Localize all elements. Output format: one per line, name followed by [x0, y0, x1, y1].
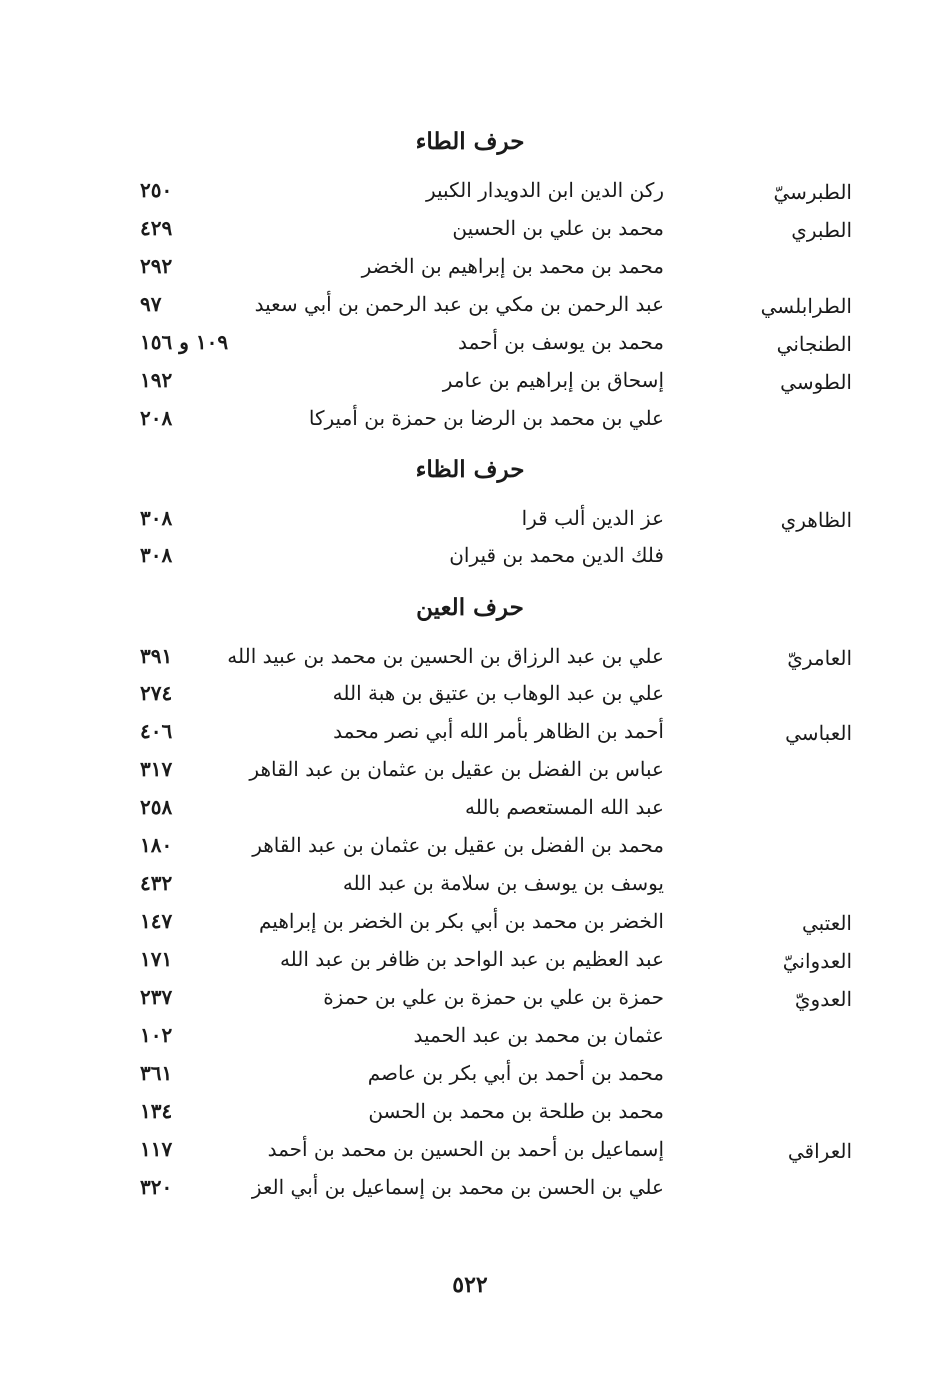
entry-name: علي بن عبد الرزاق بن الحسين بن محمد بن عبيد الله	[227, 644, 664, 668]
entry-name: فلك الدين محمد بن قيران	[449, 543, 664, 567]
entry-name: محمد بن يوسف بن أحمد	[457, 330, 664, 354]
entry-nisba: العامريّ	[787, 646, 852, 670]
entry-page: ٤٠٦	[140, 719, 173, 743]
entry-name: إسماعيل بن أحمد بن الحسين بن محمد بن أحمد	[267, 1137, 664, 1161]
entry-page: ١٤٧	[140, 909, 173, 933]
entry-page: ١٣٤	[140, 1099, 173, 1123]
entry-page: ١٨٠	[140, 833, 173, 857]
index-entry	[0, 543, 940, 579]
entry-page: ٢٩٢	[140, 254, 173, 278]
entry-nisba: العدويّ	[794, 987, 852, 1011]
entry-name: محمد بن محمد بن إبراهيم بن الخضر	[361, 254, 664, 278]
index-entry	[0, 216, 940, 252]
entry-nisba: الطرابلسي	[760, 294, 852, 318]
index-entry	[0, 795, 940, 831]
page-number: ٥٢٢	[452, 1272, 488, 1298]
index-entry	[0, 1023, 940, 1059]
index-entry	[0, 506, 940, 542]
index-entry	[0, 871, 940, 907]
entry-page: ١٠٢	[140, 1023, 173, 1047]
entry-name: علي بن الحسن بن محمد بن إسماعيل بن أبي العز	[251, 1175, 664, 1199]
entry-name: الخضر بن محمد بن أبي بكر بن الخضر بن إبراهيم	[259, 909, 664, 933]
entry-page: ١١٧	[140, 1137, 173, 1161]
entry-nisba: العراقي	[787, 1139, 852, 1163]
entry-name: عبد الله المستعصم بالله	[464, 795, 664, 819]
index-entry	[0, 368, 940, 404]
entry-nisba: الطوسي	[780, 370, 852, 394]
entry-page: ٣١٧	[140, 757, 173, 781]
entry-page: ٢٠٨	[140, 406, 173, 430]
entry-page: ٤٣٢	[140, 871, 173, 895]
section-heading: حرف العين	[416, 594, 524, 621]
entry-page: ٢٥٨	[140, 795, 173, 819]
index-entry	[0, 909, 940, 945]
entry-name: علي بن عبد الوهاب بن عتيق بن هبة الله	[332, 681, 664, 705]
index-entry	[0, 757, 940, 793]
index-entry	[0, 644, 940, 680]
entry-page: ١٠٩ و ١٥٦	[140, 330, 229, 354]
index-entry	[0, 681, 940, 717]
entry-name: محمد بن الفضل بن عقيل بن عثمان بن عبد القاهر	[252, 833, 664, 857]
entry-name: عثمان بن محمد بن عبد الحميد	[413, 1023, 664, 1047]
section-heading: حرف الطاء	[415, 128, 525, 155]
entry-name: ركن الدين ابن الدويدار الكبير	[425, 178, 664, 202]
entry-page: ٢٣٧	[140, 985, 173, 1009]
entry-nisba: الظاهري	[780, 508, 852, 532]
entry-page: ٤٢٩	[140, 216, 173, 240]
entry-page: ٣٩١	[140, 644, 173, 668]
index-entry	[0, 1099, 940, 1135]
index-entry	[0, 985, 940, 1021]
entry-page: ٣٦١	[140, 1061, 173, 1085]
index-entry	[0, 254, 940, 290]
entry-nisba: الطبرسيّ	[773, 180, 852, 204]
entry-nisba: العتبي	[801, 911, 852, 935]
index-entry	[0, 947, 940, 983]
index-entry	[0, 1137, 940, 1173]
entry-name: عز الدين ألب قرا	[521, 506, 664, 530]
index-entry	[0, 330, 940, 366]
entry-page: ٩٧	[140, 292, 162, 316]
entry-nisba: الطبري	[791, 218, 852, 242]
entry-name: محمد بن علي بن الحسين	[452, 216, 664, 240]
entry-page: ٢٥٠	[140, 178, 173, 202]
index-entry	[0, 406, 940, 442]
entry-nisba: العباسي	[785, 721, 852, 745]
entry-name: محمد بن طلحة بن محمد بن الحسن	[368, 1099, 664, 1123]
index-entry	[0, 719, 940, 755]
entry-page: ١٧١	[140, 947, 173, 971]
entry-name: علي بن محمد بن الرضا بن حمزة بن أميركا	[308, 406, 664, 430]
entry-name: حمزة بن علي بن حمزة بن علي بن حمزة	[323, 985, 664, 1009]
entry-nisba: العدوانيّ	[782, 949, 852, 973]
entry-name: يوسف بن يوسف بن سلامة بن عبد الله	[342, 871, 664, 895]
index-entry	[0, 833, 940, 869]
entry-name: إسحاق بن إبراهيم بن عامر	[442, 368, 664, 392]
entry-nisba: الطنجاني	[776, 332, 852, 356]
entry-name: عبد العظيم بن عبد الواحد بن ظافر بن عبد الله	[279, 947, 664, 971]
entry-page: ٣٠٨	[140, 543, 173, 567]
entry-name: عباس بن الفضل بن عقيل بن عثمان بن عبد القاهر	[249, 757, 664, 781]
entry-page: ٣٢٠	[140, 1175, 173, 1199]
entry-page: ١٩٢	[140, 368, 173, 392]
entry-name: محمد بن أحمد بن أبي بكر بن عاصم	[367, 1061, 664, 1085]
entry-name: أحمد بن الظاهر بأمر الله أبي نصر محمد	[333, 719, 664, 743]
index-entry	[0, 1175, 940, 1211]
index-entry	[0, 1061, 940, 1097]
index-entry	[0, 178, 940, 214]
index-entry	[0, 292, 940, 328]
entry-page: ٢٧٤	[140, 681, 173, 705]
entry-name: عبد الرحمن بن مكي بن عبد الرحمن بن أبي سعيد	[254, 292, 664, 316]
entry-page: ٣٠٨	[140, 506, 173, 530]
section-heading: حرف الظاء	[415, 456, 525, 483]
